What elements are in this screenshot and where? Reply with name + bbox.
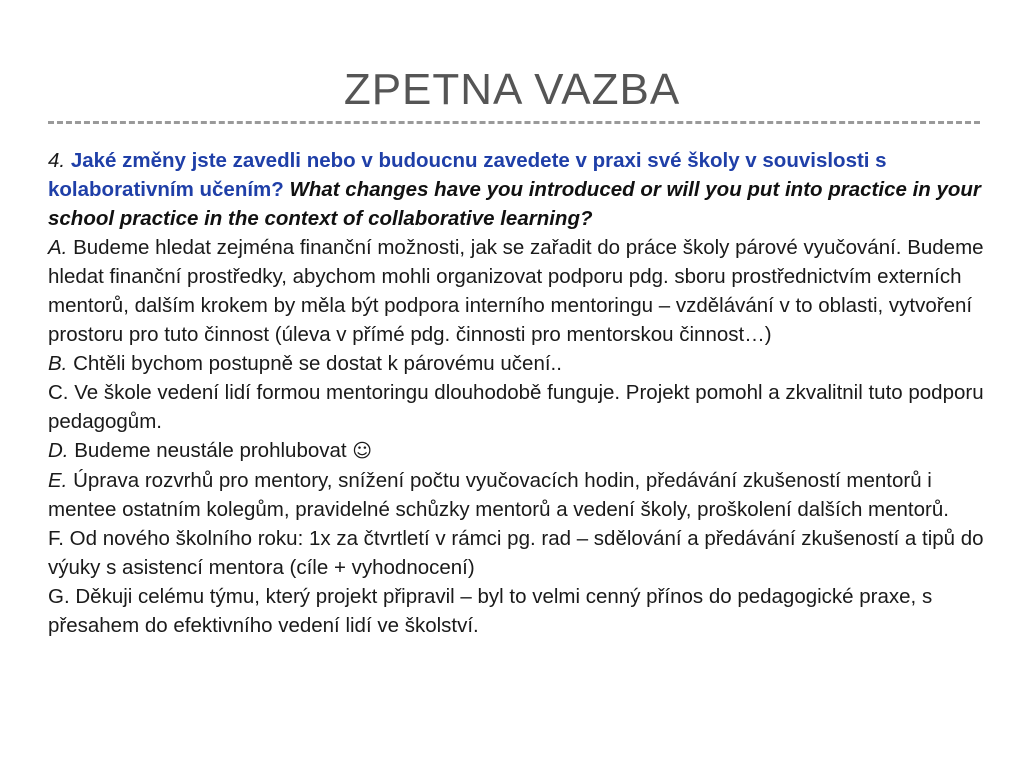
answer-text: Od nového školního roku: 1x za čtvrtletí v rámci pg. rad – sdělování a předávání zkušeností a tipů do výuky s asistencí mentora (cíle + vyhodnocení) bbox=[48, 527, 984, 579]
answer-letter: B. bbox=[48, 352, 68, 375]
answer-text: Ve škole vedení lidí formou mentoringu dlouhodobě funguje. Projekt pomohl a zkvalitnil tuto podporu pedagogům. bbox=[48, 381, 984, 433]
answer-f bbox=[48, 524, 984, 582]
slide-title: ZPETNA VAZBA bbox=[343, 65, 681, 114]
answer-letter: D. bbox=[48, 439, 69, 462]
answer-letter: A. bbox=[48, 236, 68, 259]
answer-a bbox=[48, 233, 984, 349]
answer-text: Úprava rozvrhů pro mentory, snížení počtu vyučovacích hodin, předávání zkušeností mentorů i mentee ostatním kolegům, pravidelné schůzky mentorů a vedení školy, proškolení dalších mentorů. bbox=[48, 469, 949, 521]
answer-letter: E. bbox=[48, 469, 68, 492]
answer-text: Chtěli bychom postupně se dostat k párovému učení.. bbox=[73, 352, 562, 375]
answer-d bbox=[48, 436, 984, 466]
question-number: 4. bbox=[48, 149, 66, 172]
smiley-icon: ☺ bbox=[352, 440, 373, 462]
answer-text: Děkuji celému týmu, který projekt připravil – byl to velmi cenný přínos do pedagogické praxe, s přesahem do efektivního vedení lidí ve školství. bbox=[48, 585, 933, 637]
answer-letter: C. bbox=[48, 381, 69, 404]
question-text-czech: Jaké změny jste zavedli nebo v budoucnu zavedete v praxi své školy v souvislosti s kolaborativním učením? bbox=[48, 149, 887, 201]
answer-c bbox=[48, 378, 984, 436]
answer-letter: F. bbox=[48, 527, 64, 550]
question bbox=[48, 146, 984, 233]
answer-g bbox=[48, 582, 984, 640]
answer-text: Budeme neustále prohlubovat bbox=[74, 439, 347, 462]
answer-letter: G. bbox=[48, 585, 70, 608]
answer-e bbox=[48, 466, 984, 524]
answer-b bbox=[48, 349, 984, 378]
slide-body bbox=[48, 146, 984, 640]
answer-text: Budeme hledat zejména finanční možnosti, jak se zařadit do práce školy párové vyučování. Budeme hledat finanční prostředky, abychom mohli organizovat podporu pdg. sboru prostřednictvím externích mentorů, dalším krokem by měla být podpora interního mentoringu – vzdělávání v to oblasti, vytvoření prostoru pro tuto činnost (úleva v přímé pdg. činnosti pro mentorskou činnost…) bbox=[48, 236, 984, 346]
dashed-divider bbox=[48, 121, 980, 124]
question-text-english: What changes have you introduced or will you put into practice in your school practice in the context of collaborative learning? bbox=[48, 178, 981, 230]
